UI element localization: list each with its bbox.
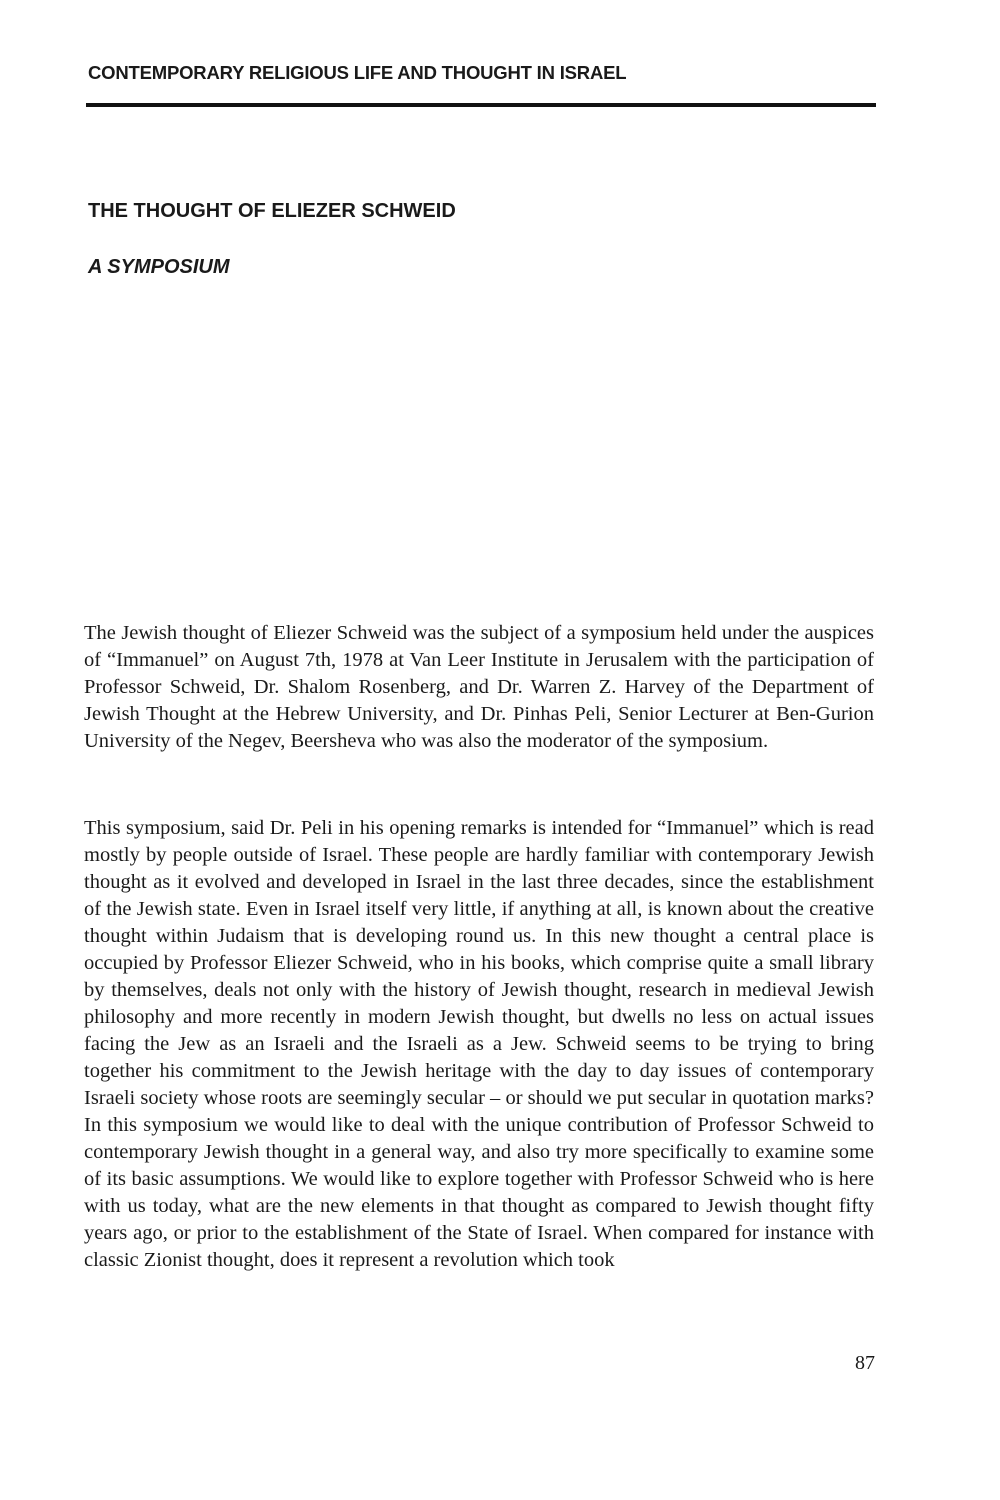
running-head: CONTEMPORARY RELIGIOUS LIFE AND THOUGHT IN ISRAEL (88, 62, 627, 83)
intro-paragraph: The Jewish thought of Eliezer Schweid was the subject of a symposium held under the auspices of “Immanuel” on August 7th, 1978 at Van Leer Institute in Jerusalem with the participation of Professor Schweid, Dr. Shalom Rosenberg, and Dr. Warren Z. Harvey of the Department of Jewish Thought at the Hebrew University, and Dr. Pinhas Peli, Senior Lecturer at Ben-Gurion University of the Negev, Beersheva who was also the moderator of the symposium. (84, 622, 874, 752)
page-number: 87 (855, 1352, 875, 1374)
opening-remarks-paragraph: This symposium, said Dr. Peli in his opening remarks is intended for “Immanuel” which is read mostly by people outside of Israel. These people are hardly familiar with contemporary Jewish thought as it evolved and developed in Israel in the last three decades, since the establishment of the Jewish state. Even in Israel itself very little, if anything at all, is known about the creative thought within Judaism that is developing round us. In this new thought a central place is occupied by Professor Eliezer Schweid, who in his books, which comprise quite a small library by themselves, deals not only with the history of Jewish thought, research in medieval Jewish philosophy and more recently in modern Jewish thought, but dwells no less on actual issues facing the Jew as an Israeli and the Israeli as a Jew. Schweid seems to be trying to bring together his commitment to the Jewish heritage with the day to day issues of contemporary Israeli society whose roots are seemingly secular – or should we put secular in quotation marks? In this symposium we would like to deal with the unique contribution of Professor Schweid to contemporary Jewish thought in a general way, and also try more specifically to examine some of its basic assumptions. We would like to explore together with Professor Schweid who is here with us today, what are the new elements in that thought as compared to Jewish thought fifty years ago, or prior to the establishment of the State of Israel. When compared for instance with classic Zionist thought, does it represent a revolution which took (84, 817, 874, 1271)
article-title: THE THOUGHT OF ELIEZER SCHWEID (88, 200, 456, 222)
header-rule (86, 103, 876, 107)
article-subtitle: A SYMPOSIUM (88, 256, 230, 278)
